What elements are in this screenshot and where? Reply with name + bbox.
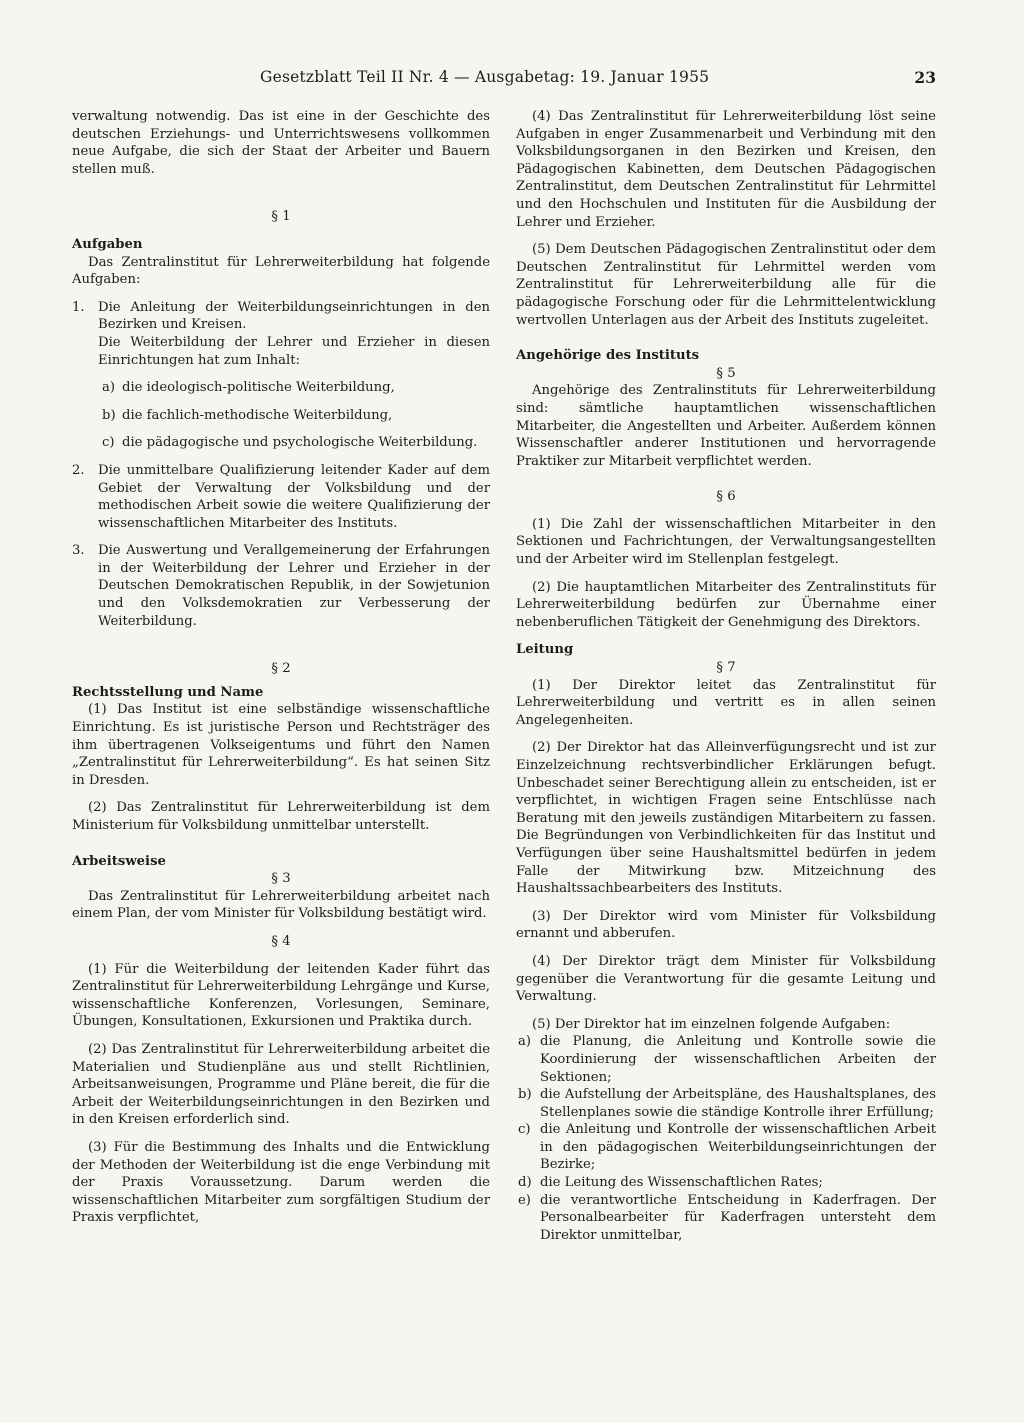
sub-item-b-text: die fachlich-methodische Weiterbildung, — [122, 407, 393, 423]
section-7-paragraph-4: (4) Der Direktor trägt dem Minister für Volksbildung gegenüber die Verantwortung für die gesamte Leitung und Verwaltung. — [516, 953, 936, 1005]
section-1-heading: Aufgaben — [72, 236, 143, 252]
section-4-number: § 4 — [271, 933, 291, 949]
task-item-e — [518, 1192, 936, 1245]
right-column — [516, 108, 936, 1244]
section-7-paragraph-5: (5) Der Direktor hat im einzelnen folgende Aufgaben: — [532, 1016, 891, 1032]
task-item-e-letter: e) — [518, 1192, 531, 1208]
intro-paragraph: verwaltung notwendig. Das ist eine in der Geschichte des deutschen Erziehungs- und Unterrichtswesens vollkommen neue Aufgabe, die sich der Staat der Arbeiter und Bauern stellen muß. — [72, 109, 490, 177]
sub-item-a-letter: a) — [102, 380, 116, 396]
section-4-paragraph-1: (1) Für die Weiterbildung der leitenden Kader führt das Zentralinstitut für Lehrerweiterbildung Lehrgänge und Kurse, wissenschaftliche Konferenzen, Vorlesungen, Seminare, Übungen, Konsultationen, Exkursionen und Praktika durch. — [72, 961, 490, 1030]
section-7-paragraph-2: (2) Der Direktor hat das Alleinverfügungsrecht und ist zur Einzelzeichnung rechtsverbindlicher Erklärungen befugt. Unbeschadet seiner Berechtigung allein zu entscheiden, ist er verpflichtet, in wichtigen Fragen seine Entschlüsse nach Beratung mit den jeweils zuständigen Mitarbeitern zu fassen. Die Begründungen von Verbindlichkeiten für das Institut und Verfügungen über seine Haushaltsmittel bedürfen in jedem Falle der Mitwirkung bzw. Mitzeichnung des Haushaltssachbearbeiters des Instituts. — [516, 740, 936, 897]
list-item-2-number: 2. — [72, 462, 85, 478]
column-divider — [503, 108, 504, 1418]
list-item-3-number: 3. — [72, 543, 85, 559]
section-6-number: § 6 — [716, 489, 736, 505]
section-7-heading: Leitung — [516, 642, 574, 658]
task-item-d-letter: d) — [518, 1175, 532, 1191]
header-title: Gesetzblatt Teil II Nr. 4 — Ausgabetag: 19. Januar 1955 — [260, 68, 710, 86]
section-6-paragraph-2: (2) Die hauptamtlichen Mitarbeiter des Zentralinstituts für Lehrerweiterbildung bedürfen zur Übernahme einer nebenberuflichen Tätigkeit der Genehmigung des Direktors. — [516, 579, 936, 630]
sub-item-c-letter: c) — [102, 435, 115, 451]
section-2-heading: Rechtsstellung und Name — [72, 684, 264, 700]
sub-item-c — [102, 434, 490, 452]
section-4-paragraph-3: (3) Für die Bestimmung des Inhalts und die Entwicklung der Methoden der Weiterbildung ist die enge Verbindung mit der Praxis Voraussetzung. Darum werden die wissenschaftlichen Mitarbeiter zum sorgfältigen Studium der Praxis verpflichtet, — [72, 1139, 490, 1226]
task-item-c — [518, 1121, 936, 1174]
task-item-d — [518, 1174, 936, 1192]
section-3-number: § 3 — [271, 871, 291, 887]
sub-item-b — [102, 407, 490, 425]
section-4-paragraph-5: (5) Dem Deutschen Pädagogischen Zentralinstitut oder dem Deutschen Zentralinstitut für Lehrmittel werden vom Zentralinstitut für Lehrerweiterbildung alle für die pädagogische Forschung oder für die Lehrmittelentwicklung wertvollen Unterlagen aus der Arbeit des Instituts zugeleitet. — [516, 242, 936, 328]
list-item-2 — [72, 462, 490, 532]
section-4-paragraph-2: (2) Das Zentralinstitut für Lehrerweiterbildung arbeitet die Materialien und Studienpläne aus und stellt Richtlinien, Arbeitsanweisungen, Programme und Pläne bereit, die für die Arbeit der Weiterbildungseinrichtungen in den Bezirken und in den Kreisen erforderlich sind. — [72, 1041, 490, 1128]
list-item-1-continuation: Die Weiterbildung der Lehrer und Erzieher in diesen Einrichtungen hat zum Inhalt: — [98, 334, 490, 368]
list-item-1-text: Die Anleitung der Weiterbildungseinrichtungen in den Bezirken und Kreisen. — [98, 299, 490, 333]
sub-item-b-letter: b) — [102, 407, 116, 423]
list-item-3 — [72, 542, 490, 630]
task-item-e-text: die verantwortliche Entscheidung in Kaderfragen. Der Personalbearbeiter für Kaderfragen untersteht dem Direktor unmittelbar, — [540, 1192, 936, 1243]
section-7-paragraph-1: (1) Der Direktor leitet das Zentralinstitut für Lehrerweiterbildung und vertritt es in allen seinen Angelegenheiten. — [516, 677, 936, 728]
section-3-heading: Arbeitsweise — [72, 853, 166, 869]
section-2-number: § 2 — [271, 661, 291, 677]
section-3-paragraph: Das Zentralinstitut für Lehrerweiterbildung arbeitet nach einem Plan, der vom Minister für Volksbildung bestätigt wird. — [72, 888, 490, 922]
list-item-2-text: Die unmittelbare Qualifizierung leitender Kader auf dem Gebiet der Verwaltung der Volksbildung und der methodischen Arbeit sowie die weitere Qualifizierung der wissenschaftlichen Mitarbeiter des Instituts. — [98, 462, 490, 531]
sub-item-c-text: die pädagogische und psychologische Weiterbildung. — [122, 435, 478, 451]
section-2-paragraph-1: (1) Das Institut ist eine selbständige wissenschaftliche Einrichtung. Es ist juristische Person und Rechtsträger des ihm übertragenen Volkseigentums und führt den Namen „Zentralinstitut für Lehrerweiterbildung“. Es hat seinen Sitz in Dresden. — [72, 702, 490, 788]
list-item-1 — [72, 299, 490, 369]
section-7-paragraph-3: (3) Der Direktor wird vom Minister für Volksbildung ernannt und abberufen. — [516, 908, 936, 942]
section-5-heading: Angehörige des Instituts — [516, 348, 700, 364]
section-7-number: § 7 — [716, 660, 736, 676]
section-1-lead: Das Zentralinstitut für Lehrerweiterbildung hat folgende Aufgaben: — [72, 254, 490, 288]
list-item-3-text: Die Auswertung und Verallgemeinerung der Erfahrungen in der Weiterbildung der Lehrer und Erzieher in der Deutschen Demokratischen Republik, in der Sowjetunion und den Volksdemokratien zur Verbesserung der Weiterbildung. — [98, 543, 490, 629]
task-item-b-letter: b) — [518, 1087, 532, 1103]
task-item-d-text: die Leitung des Wissenschaftlichen Rates; — [540, 1175, 823, 1191]
task-item-b-text: die Aufstellung der Arbeitspläne, des Haushaltsplanes, des Stellenplanes sowie die ständige Kontrolle ihrer Erfüllung; — [540, 1087, 936, 1120]
section-5-paragraph: Angehörige des Zentralinstituts für Lehrerweiterbildung sind: sämtliche hauptamtlichen wissenschaftlichen Mitarbeiter, die Angestellten und Arbeiter. Außerdem können Wissenschaftler anderer Institutionen und hervorragende Praktiker zur Mitarbeit verpflichtet werden. — [516, 383, 936, 469]
page-header — [72, 68, 936, 92]
task-item-b — [518, 1086, 936, 1121]
task-item-a-letter: a) — [518, 1034, 532, 1050]
section-5-number: § 5 — [716, 365, 736, 381]
task-item-a-text: die Planung, die Anleitung und Kontrolle sowie die Koordinierung der wissenschaftlichen Arbeiten der Sektionen; — [540, 1034, 936, 1085]
left-column — [72, 108, 490, 1227]
task-item-a — [518, 1033, 936, 1086]
task-item-c-text: die Anleitung und Kontrolle der wissenschaftlichen Arbeit in den pädagogischen Weiterbildungseinrichtungen der Bezirke; — [540, 1122, 936, 1173]
sub-item-a — [102, 379, 490, 397]
section-4-paragraph-4: (4) Das Zentralinstitut für Lehrerweiterbildung löst seine Aufgaben in enger Zusammenarbeit und Verbindung mit den Volksbildungsorganen in den Bezirken und Kreisen, den Pädagogischen Kabinetten, dem Deutschen Pädagogischen Zentralinstitut, dem Deutschen Zentralinstitut für Lehrmittel und den Hochschulen und Instituten für die Ausbildung der Lehrer und Erzieher. — [516, 109, 936, 230]
section-2-paragraph-2: (2) Das Zentralinstitut für Lehrerweiterbildung ist dem Ministerium für Volksbildung unmittelbar unterstellt. — [72, 800, 490, 833]
section-1-number: § 1 — [271, 209, 291, 225]
section-6-paragraph-1: (1) Die Zahl der wissenschaftlichen Mitarbeiter in den Sektionen und Fachrichtungen, der Verwaltungsangestellten und der Arbeiter wird im Stellenplan festgelegt. — [516, 516, 936, 568]
page-number: 23 — [914, 68, 936, 87]
task-item-c-letter: c) — [518, 1122, 531, 1138]
sub-item-a-text: die ideologisch-politische Weiterbildung, — [122, 380, 395, 396]
list-item-1-number: 1. — [72, 299, 85, 315]
